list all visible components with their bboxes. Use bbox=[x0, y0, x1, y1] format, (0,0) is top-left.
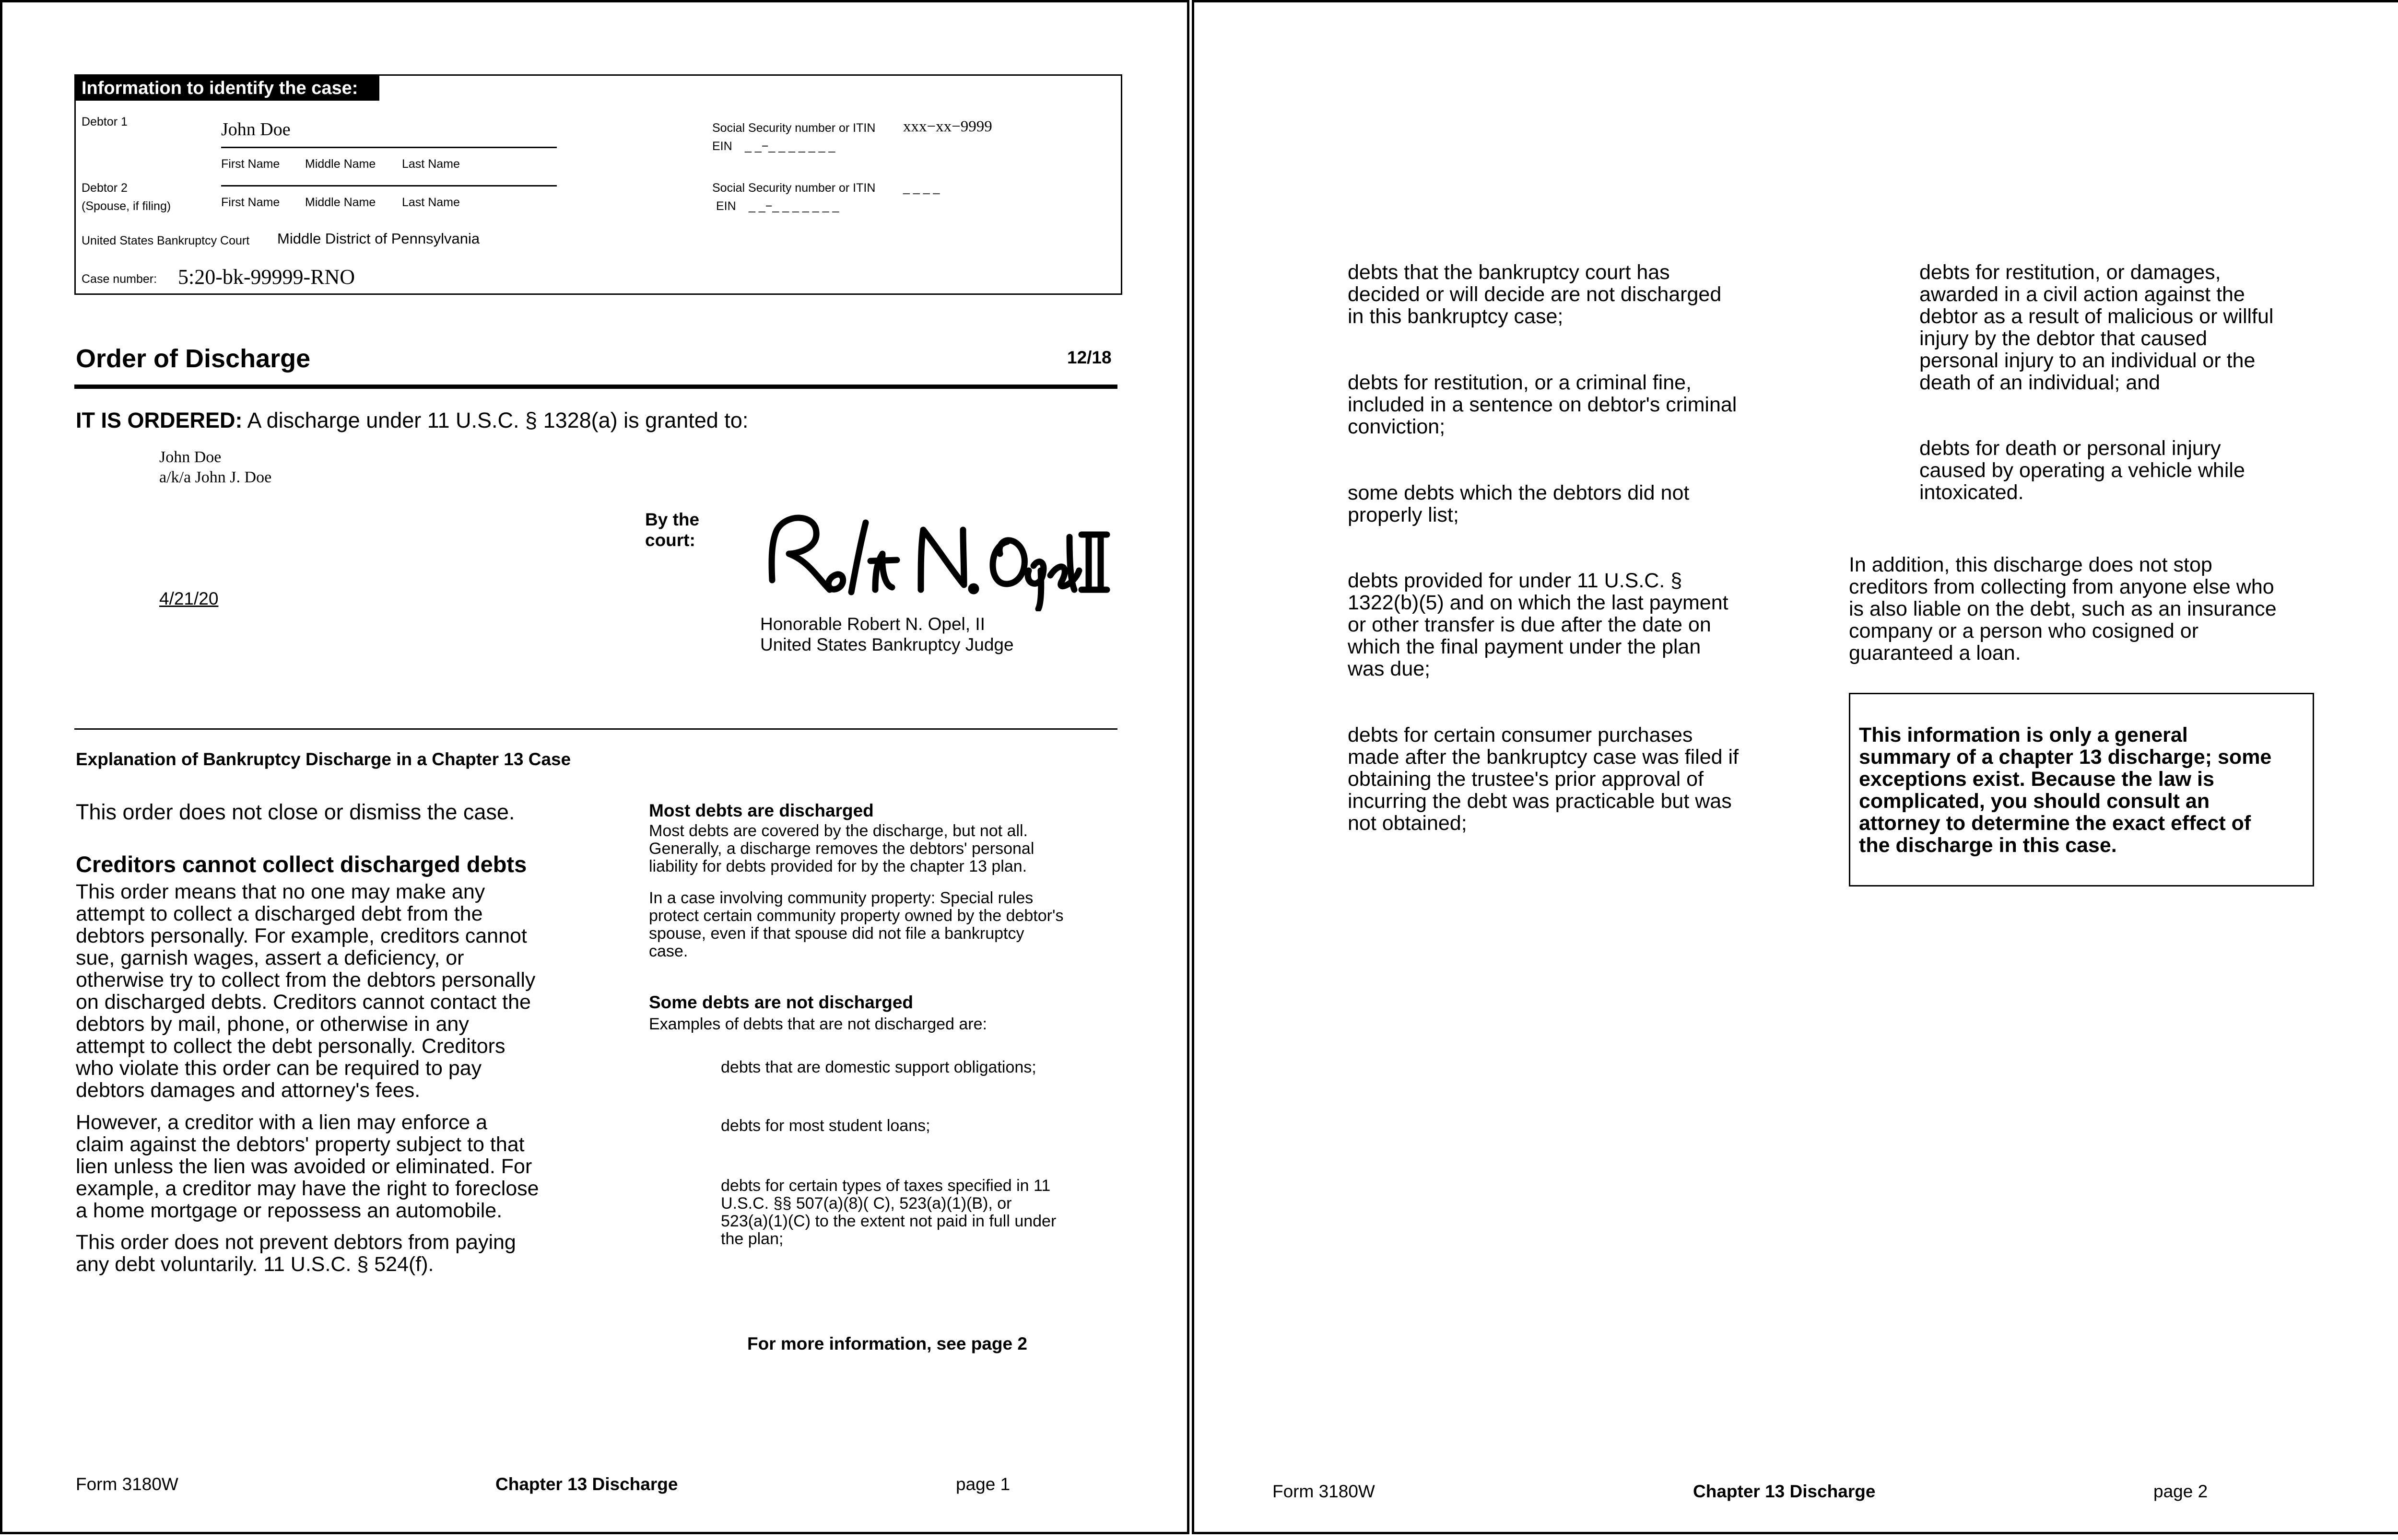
debtor1-first-name-label: First Name bbox=[221, 157, 280, 171]
exception-item-taxes bbox=[721, 1177, 1056, 1248]
title-rule bbox=[74, 385, 1117, 389]
exception-item-consumer-purchases bbox=[1348, 724, 1739, 834]
debtor1-name-line bbox=[221, 147, 557, 148]
community-property-paragraph bbox=[649, 889, 1063, 960]
exception-item-line: caused by operating a vehicle while bbox=[1919, 459, 2245, 482]
exception-item-civil-damages bbox=[1919, 261, 2273, 394]
creditors-paragraph-line: debtors damages and attorney's fees. bbox=[76, 1079, 421, 1102]
court-word-label: court: bbox=[645, 530, 695, 550]
judge-signature-graphic bbox=[763, 508, 1110, 611]
most-debts-line: Generally, a discharge removes the debtors' personal bbox=[649, 840, 1034, 858]
creditors-paragraph-line: sue, garnish wages, assert a deficiency, or bbox=[76, 946, 464, 969]
creditors-paragraph-line: on discharged debts. Creditors cannot contact the bbox=[76, 991, 531, 1014]
footer-title: Chapter 13 Discharge bbox=[1693, 1482, 1876, 1501]
debtor2-ssn-value: _ _ _ _ bbox=[903, 181, 940, 195]
most-debts-line: Most debts are covered by the discharge, but not all. bbox=[649, 822, 1028, 840]
exception-item-taxes-line: debts for certain types of taxes specified in 11 bbox=[721, 1177, 1051, 1195]
judge-name: Honorable Robert N. Opel, II bbox=[760, 614, 985, 634]
notice-line: attorney to determine the exact effect of bbox=[1859, 812, 2251, 835]
exception-item-line: or other transfer is due after the date on bbox=[1348, 613, 1711, 636]
general-summary-notice bbox=[1849, 693, 2314, 887]
exception-item-line: which the final payment under the plan bbox=[1348, 635, 1701, 658]
footer-page-number: page 1 bbox=[956, 1474, 1011, 1494]
page-2 bbox=[1192, 0, 2398, 1534]
court-value: Middle District of Pennsylvania bbox=[277, 230, 480, 247]
exception-item-intoxicated bbox=[1919, 437, 2245, 503]
notice-line: This information is only a general bbox=[1859, 723, 2188, 747]
exception-item-line: not obtained; bbox=[1348, 812, 1467, 835]
footer-title: Chapter 13 Discharge bbox=[495, 1474, 678, 1494]
page-1 bbox=[0, 0, 1189, 1534]
creditors-paragraph-line: who violate this order can be required to pay bbox=[76, 1057, 482, 1080]
page-title: Order of Discharge bbox=[76, 344, 311, 373]
debtor2-spouse-label: (Spouse, if filing) bbox=[82, 199, 171, 213]
debtor2-label: Debtor 2 bbox=[82, 181, 128, 195]
voluntary-paragraph-line: any debt voluntarily. 11 U.S.C. § 524(f). bbox=[76, 1253, 434, 1276]
exception-item-line: incurring the debt was practicable but was bbox=[1348, 790, 1732, 813]
notice-line: complicated, you should consult an bbox=[1859, 790, 2210, 813]
exception-item-court-decided bbox=[1348, 261, 1721, 327]
debtor2-ein-label: EIN bbox=[716, 199, 736, 213]
lien-paragraph-line: claim against the debtors' property subject to that bbox=[76, 1133, 525, 1156]
case-number-value: 5:20-bk-99999-RNO bbox=[178, 265, 355, 289]
form-version: 12/18 bbox=[1067, 348, 1112, 367]
exception-item-line: obtaining the trustee's prior approval of bbox=[1348, 768, 1704, 791]
debtor1-name: John Doe bbox=[221, 119, 291, 140]
exception-item-line: debts for restitution, or a criminal fine, bbox=[1348, 371, 1692, 394]
debtor1-label: Debtor 1 bbox=[82, 115, 128, 128]
addition-line: is also liable on the debt, such as an insurance bbox=[1849, 597, 2277, 620]
most-debts-line: liability for debts provided for by the chapter 13 plan. bbox=[649, 857, 1027, 875]
exception-item-line: personal injury to an individual or the bbox=[1919, 349, 2256, 372]
exception-item-student-loans: debts for most student loans; bbox=[721, 1117, 930, 1135]
exception-item-line: injury by the debtor that caused bbox=[1919, 327, 2207, 350]
some-debts-heading: Some debts are not discharged bbox=[649, 992, 914, 1012]
exception-item-taxes-line: U.S.C. §§ 507(a)(8)( C), 523(a)(1)(B), or bbox=[721, 1194, 1012, 1213]
exception-item-line: debtor as a result of malicious or willful bbox=[1919, 305, 2274, 328]
debtor2-ssn-label: Social Security number or ITIN bbox=[712, 181, 876, 195]
creditors-paragraph-line: attempt to collect the debt personally. Creditors bbox=[76, 1035, 505, 1058]
community-property-line: In a case involving community property: Special rules bbox=[649, 889, 1034, 907]
exception-item-criminal-fine bbox=[1348, 372, 1737, 438]
court-label: United States Bankruptcy Court bbox=[82, 234, 250, 247]
exception-item-1322b5 bbox=[1348, 570, 1728, 680]
lien-paragraph bbox=[76, 1111, 539, 1222]
exception-item-unlisted bbox=[1348, 482, 1689, 526]
judge-title: United States Bankruptcy Judge bbox=[760, 635, 1014, 654]
exception-item-line: properly list; bbox=[1348, 503, 1459, 526]
creditors-paragraph-line: This order means that no one may make any bbox=[76, 880, 485, 903]
judge-signature bbox=[763, 508, 1110, 611]
debtor1-ein-value: _ _−_ _ _ _ _ _ _ bbox=[745, 140, 835, 153]
debtor2-ein-value: _ _−_ _ _ _ _ _ _ bbox=[749, 199, 839, 213]
order-date: 4/21/20 bbox=[159, 589, 219, 608]
addition-line: creditors from collecting from anyone else who bbox=[1849, 575, 2274, 598]
debtor2-last-name-label: Last Name bbox=[402, 196, 460, 209]
footer-form-number: Form 3180W bbox=[1272, 1482, 1375, 1501]
lien-paragraph-line: a home mortgage or repossess an automobile. bbox=[76, 1199, 503, 1222]
exception-item-line: death of an individual; and bbox=[1919, 371, 2161, 394]
exception-item-line: conviction; bbox=[1348, 415, 1446, 438]
exception-item-domestic-support: debts that are domestic support obligations; bbox=[721, 1058, 1036, 1076]
creditors-paragraph-line: otherwise try to collect from the debtors personally bbox=[76, 968, 536, 992]
exception-item-line: decided or will decide are not discharged bbox=[1348, 283, 1722, 306]
notice-line: summary of a chapter 13 discharge; some bbox=[1859, 746, 2272, 769]
addition-paragraph bbox=[1849, 554, 2277, 664]
debtor2-name-line bbox=[221, 185, 557, 187]
exception-item-taxes-line: 523(a)(1)(C) to the extent not paid in full under bbox=[721, 1212, 1057, 1230]
creditors-paragraph-line: attempt to collect a discharged debt from the bbox=[76, 902, 483, 925]
community-property-line: case. bbox=[649, 942, 688, 960]
more-info-note: For more information, see page 2 bbox=[747, 1334, 1027, 1353]
exception-item-line: was due; bbox=[1348, 657, 1431, 680]
creditors-paragraph bbox=[76, 881, 535, 1101]
addition-line: company or a person who cosigned or bbox=[1849, 619, 2199, 642]
debtor1-ein-label: EIN bbox=[712, 140, 732, 153]
community-property-line: protect certain community property owned by the debtor's bbox=[649, 907, 1064, 925]
exception-item-taxes-line: the plan; bbox=[721, 1230, 784, 1248]
case-info-box bbox=[74, 74, 1122, 295]
addition-line: guaranteed a loan. bbox=[1849, 642, 2021, 665]
debtor-name: John Doe bbox=[159, 448, 222, 466]
most-debts-paragraph bbox=[649, 822, 1034, 875]
lien-paragraph-line: example, a creditor may have the right to foreclose bbox=[76, 1177, 539, 1200]
debtor1-middle-name-label: Middle Name bbox=[305, 157, 376, 171]
community-property-line: spouse, even if that spouse did not file a bankruptcy bbox=[649, 924, 1024, 943]
debtor1-last-name-label: Last Name bbox=[402, 157, 460, 171]
creditors-paragraph-line: debtors personally. For example, creditors cannot bbox=[76, 924, 527, 947]
exception-item-line: included in a sentence on debtor's criminal bbox=[1348, 393, 1737, 416]
exception-item-line: debts provided for under 11 U.S.C. § bbox=[1348, 569, 1682, 592]
addition-line: In addition, this discharge does not stop bbox=[1849, 553, 2212, 576]
voluntary-paragraph-line: This order does not prevent debtors from paying bbox=[76, 1231, 516, 1254]
debtor1-ssn-value: xxx−xx−9999 bbox=[903, 118, 992, 135]
order-statement-lead: IT IS ORDERED: bbox=[76, 408, 243, 432]
exception-item-line: debts for restitution, or damages, bbox=[1919, 261, 2221, 284]
by-the-label: By the bbox=[645, 510, 700, 529]
not-close-statement: This order does not close or dismiss the case. bbox=[76, 800, 515, 824]
section-rule bbox=[74, 728, 1117, 730]
order-statement-rest: A discharge under 11 U.S.C. § 1328(a) is granted to: bbox=[242, 408, 749, 432]
notice-line: exceptions exist. Because the law is bbox=[1859, 768, 2214, 791]
debtor1-ssn-label: Social Security number or ITIN bbox=[712, 121, 876, 135]
examples-intro: Examples of debts that are not discharged are: bbox=[649, 1015, 987, 1033]
creditors-heading: Creditors cannot collect discharged debts bbox=[76, 852, 527, 877]
exception-item-line: debts that the bankruptcy court has bbox=[1348, 261, 1670, 284]
exception-item-line: debts for certain consumer purchases bbox=[1348, 723, 1693, 747]
lien-paragraph-line: However, a creditor with a lien may enforce a bbox=[76, 1111, 488, 1134]
voluntary-paragraph bbox=[76, 1231, 516, 1275]
creditors-paragraph-line: debtors by mail, phone, or otherwise in any bbox=[76, 1013, 469, 1036]
footer-form-number: Form 3180W bbox=[76, 1474, 178, 1494]
lien-paragraph-line: lien unless the lien was avoided or eliminated. For bbox=[76, 1155, 532, 1178]
explanation-heading: Explanation of Bankruptcy Discharge in a Chapter 13 Case bbox=[76, 749, 571, 769]
debtor2-first-name-label: First Name bbox=[221, 196, 280, 209]
exception-item-line: made after the bankruptcy case was filed if bbox=[1348, 746, 1739, 769]
exception-item-line: 1322(b)(5) and on which the last payment bbox=[1348, 591, 1728, 614]
case-info-header: Information to identify the case: bbox=[76, 76, 379, 101]
debtor-aka: a/k/a John J. Doe bbox=[159, 468, 272, 486]
exception-item-line: debts for death or personal injury bbox=[1919, 437, 2221, 460]
most-debts-heading: Most debts are discharged bbox=[649, 801, 874, 820]
debtor2-middle-name-label: Middle Name bbox=[305, 196, 376, 209]
exception-item-line: intoxicated. bbox=[1919, 481, 2024, 504]
notice-line: the discharge in this case. bbox=[1859, 834, 2117, 857]
case-number-label: Case number: bbox=[82, 272, 157, 286]
exception-item-line: some debts which the debtors did not bbox=[1348, 481, 1690, 504]
order-statement bbox=[76, 408, 748, 433]
exception-item-line: in this bankruptcy case; bbox=[1348, 305, 1563, 328]
exception-item-line: awarded in a civil action against the bbox=[1919, 283, 2245, 306]
footer-page-number: page 2 bbox=[2153, 1482, 2208, 1501]
